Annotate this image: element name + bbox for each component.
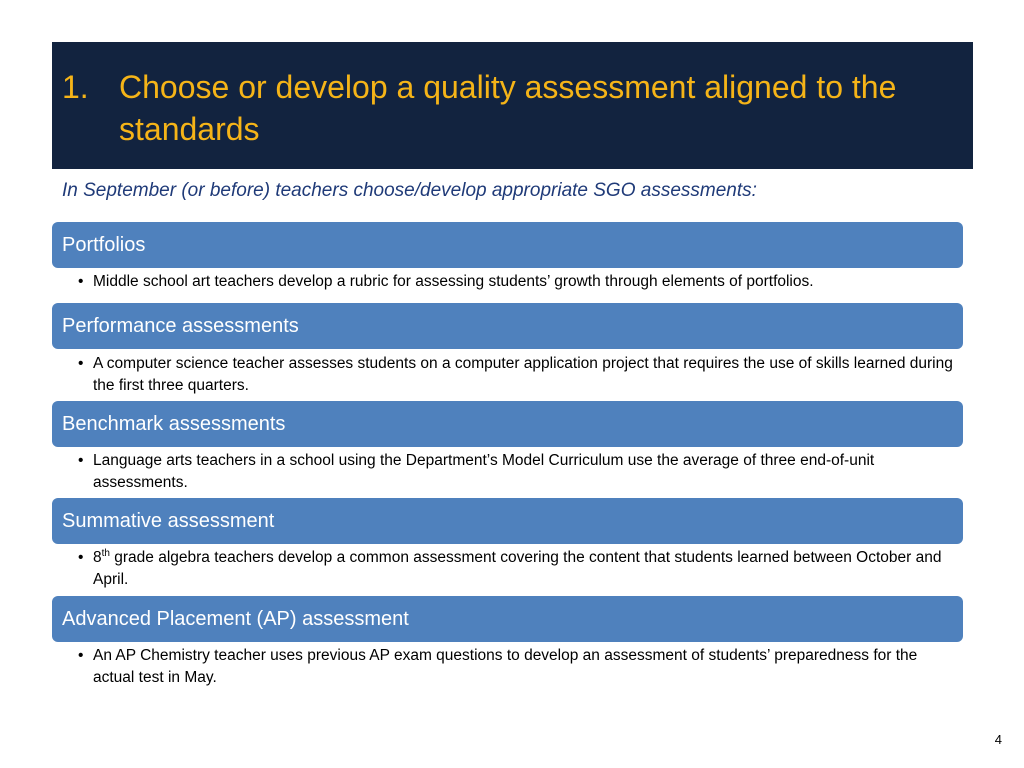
bullet-text: An AP Chemistry teacher uses previous AP exam questions to develop an assessment of students’ preparedness for the actual test in May. (93, 647, 918, 686)
bullet-prefix: 8 (93, 549, 102, 566)
section-bullet-portfolios (78, 271, 958, 293)
bullet-text: Middle school art teachers develop a rubric for assessing students’ growth through elements of portfolios. (93, 273, 814, 290)
bullet-dot: • (78, 549, 84, 566)
section-bullet-summative (78, 547, 958, 591)
page-number: 4 (994, 732, 1002, 747)
section-header-benchmark: Benchmark assessments (52, 401, 963, 447)
section-header-portfolios: Portfolios (52, 222, 963, 268)
title-number: 1. (62, 69, 89, 105)
bullet-text: Language arts teachers in a school using the Department’s Model Curriculum use the average of three end-of-unit assessments. (93, 452, 875, 491)
bullet-text-wrapper (93, 547, 958, 591)
bullet-dot: • (78, 355, 84, 372)
section-bullet-ap (78, 645, 958, 689)
slide-subtitle: In September (or before) teachers choose/develop appropriate SGO assessments: (62, 180, 757, 201)
section-header-summative: Summative assessment (52, 498, 963, 544)
section-header-ap: Advanced Placement (AP) assessment (52, 596, 963, 642)
bullet-dot: • (78, 452, 84, 469)
section-bullet-performance (78, 353, 958, 397)
bullet-text: grade algebra teachers develop a common assessment covering the content that students learned between October and April. (93, 549, 942, 588)
title-banner (52, 42, 973, 169)
bullet-dot: • (78, 647, 84, 664)
slide-title: Choose or develop a quality assessment aligned to the standards (119, 69, 897, 147)
bullet-dot: • (78, 273, 84, 290)
bullet-text: A computer science teacher assesses students on a computer application project that requires the use of skills learned during the first three quarters. (93, 355, 953, 394)
section-bullet-benchmark (78, 450, 958, 494)
section-header-performance: Performance assessments (52, 303, 963, 349)
bullet-superscript: th (101, 547, 110, 559)
